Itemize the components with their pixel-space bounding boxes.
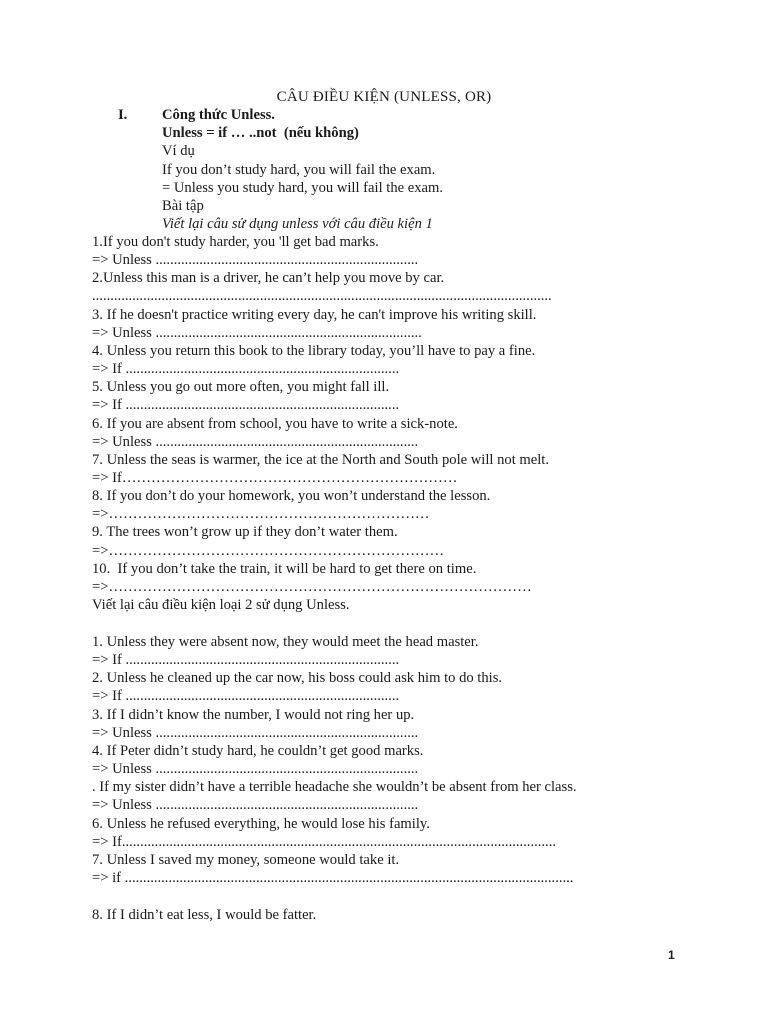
exercise-line: Viết lại câu điều kiện loại 2 sử dụng Unless.: [92, 597, 350, 613]
exercise-line: => If ...........................................................................: [92, 361, 400, 378]
exercise-line: 6. Unless he refused everything, he would lose his family.: [92, 815, 430, 832]
exercise-line: => Unless ........................................................................: [92, 724, 419, 741]
exercise-line: 3. If I didn’t know the number, I would not ring her up.: [92, 706, 415, 723]
exercise-line: => Unless ........................................................................: [92, 433, 419, 450]
exercise-line: 5. Unless you go out more often, you might fall ill.: [92, 379, 390, 396]
exercise-line: 2.Unless this man is a driver, he can’t help you move by car.: [92, 270, 445, 287]
exercise-line: =>……………………………………………………………………………: [92, 578, 532, 595]
example-sentence-1: If you don’t study hard, you will fail the exam.: [162, 162, 436, 178]
exercise-line: 7. Unless I saved my money, someone would take it.: [92, 851, 400, 868]
exercise-line-final: 8. If I didn’t eat less, I would be fatter.: [92, 907, 317, 923]
exercise-line: => If ...........................................................................: [92, 688, 400, 705]
page-title: CÂU ĐIỀU KIỆN (UNLESS, OR): [276, 89, 492, 105]
exercise-line: 6. If you are absent from school, you have to write a sick-note.: [92, 415, 458, 432]
exercise-line: => Unless ........................................................................: [92, 252, 419, 269]
exercise-line: 7. Unless the seas is warmer, the ice at the North and South pole will not melt.: [92, 451, 549, 468]
exercise-instruction: Viết lại câu sử dụng unless với câu điều kiện 1: [162, 216, 433, 232]
exercise-line: . If my sister didn’t have a terrible headache she wouldn’t be absent from her class.: [92, 779, 577, 796]
exercise-line: 4. Unless you return this book to the library today, you’ll have to pay a fine.: [92, 342, 536, 359]
exercise-line: => Unless ........................................................................: [92, 761, 419, 778]
exercise-line: 10. If you don’t take the train, it will be hard to get there on time.: [92, 560, 477, 577]
section-number: I.: [118, 107, 128, 123]
exercise-line: => If……………………………………………………………: [92, 469, 458, 486]
example-label: Ví dụ: [162, 143, 195, 159]
exercise-line: 2. Unless he cleaned up the car now, his boss could ask him to do this.: [92, 670, 503, 687]
exercise-line: => If ...........................................................................: [92, 397, 400, 414]
exercise-line: 8. If you don’t do your homework, you won’t understand the lesson.: [92, 488, 491, 505]
exercise-line: 3. If he doesn't practice writing every day, he can't improve his writing skill.: [92, 306, 537, 323]
section-heading: Công thức Unless.: [162, 107, 275, 123]
exercise-line: 4. If Peter didn’t study hard, he couldn’t get good marks.: [92, 742, 424, 759]
exercise-label: Bài tập: [162, 198, 204, 214]
exercise-line: 1.If you don't study harder, you 'll get bad marks.: [92, 234, 379, 250]
exercise-line: => Unless ........................................................................: [92, 797, 419, 814]
exercise-line: ..............................................................................................................................: [92, 288, 552, 305]
exercise-line: => If ...........................................................................: [92, 652, 400, 669]
exercise-line: 1. Unless they were absent now, they would meet the head master.: [92, 634, 479, 650]
exercise-line: => If.......................................................................................................................: [92, 833, 556, 850]
page-number: 1: [668, 948, 675, 962]
exercise-line: => Unless .........................................................................: [92, 324, 422, 341]
exercise-line: 9. The trees won’t grow up if they don’t water them.: [92, 524, 398, 541]
exercise-line: =>……………………………………………………………: [92, 542, 445, 559]
formula-line: Unless = if … ..not (nếu không): [162, 125, 359, 141]
exercise-line: =>…………………………………………………………: [92, 506, 430, 523]
exercise-line: => if ...........................................................................................................................: [92, 869, 574, 886]
example-sentence-2: = Unless you study hard, you will fail the exam.: [162, 180, 444, 196]
